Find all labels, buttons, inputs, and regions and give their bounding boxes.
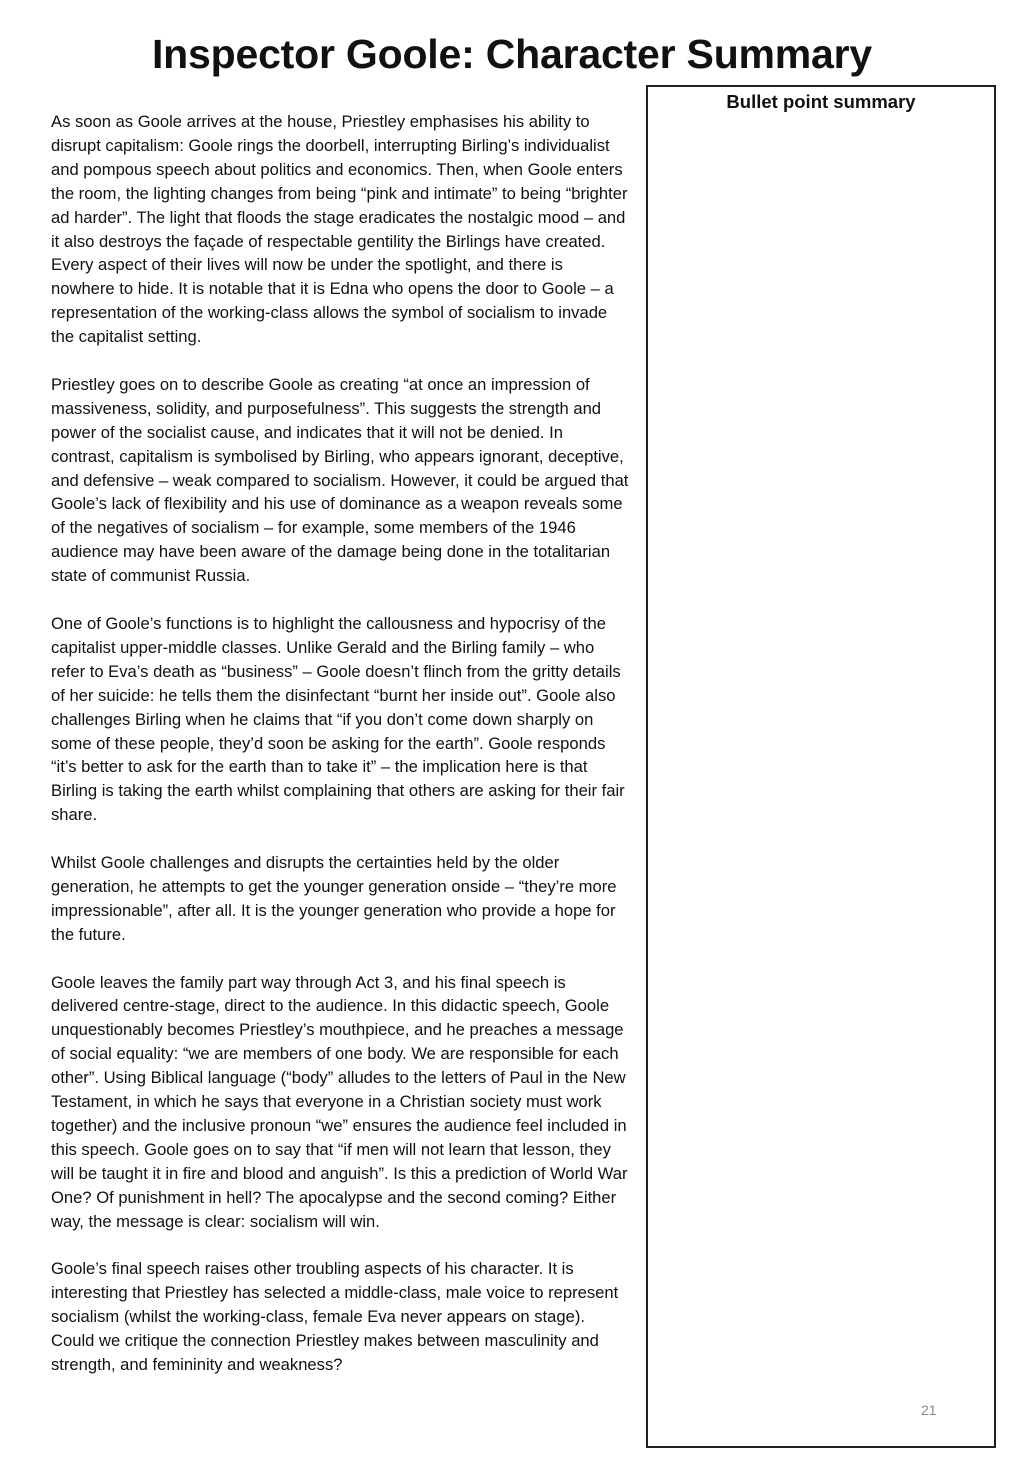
summary-writing-area[interactable] — [658, 123, 984, 1436]
paragraph-younger-generation: Whilst Goole challenges and disrupts the certainties held by the older generation, he attempts to get the younger generation onside – “they’re more impressionable”, after all. It is the younger generation who provide a hope for the future. — [51, 853, 617, 944]
summary-box-heading: Bullet point summary — [726, 91, 916, 112]
page-title: Inspector Goole: Character Summary — [151, 31, 873, 77]
paragraph-description: Priestley goes on to describe Goole as creating “at once an impression of massiveness, solidity, and purposefulness”. This suggests the strength and power of the socialist cause, and indicates that it will not be denied. In contrast, capitalism is symbolised by Birling, who appears ignorant, deceptive, and defensive – weak compared to socialism. However, it could be argued that Goole’s lack of flexibility and his use of dominance as a weapon reveals some of the negatives of socialism – for example, some members of the 1946 audience may have been aware of the damage being done in the totalitarian state of communist Russia. — [51, 374, 629, 586]
paragraph-arrival: As soon as Goole arrives at the house, Priestley emphasises his ability to disrupt capitalism: Goole rings the doorbell, interrupting Birling’s individualist and pompous speech about politics and economics. Then, when Goole enters the room, the lighting changes from being “pink and intimate” to being “brighter ad harder”. The light that floods the stage eradicates the nostalgic mood – and it also destroys the façade of respectable gentility the Birlings have created. Every aspect of their lives will now be under the spotlight, and there is nowhere to hide. It is notable that it is Edna who opens the door to Goole – a representation of the working-class allows the symbol of socialism to invade the capitalist setting. — [51, 112, 628, 347]
paragraph-troubling-aspects: Goole’s final speech raises other troubling aspects of his character. It is interesting that Priestley has selected a middle-class, male voice to represent socialism (whilst the working-class, female Eva never appears on stage). Could we critique the connection Priestley makes between masculinity and strength, and femininity and weakness? — [51, 1259, 619, 1375]
paragraph-functions: One of Goole’s functions is to highlight the callousness and hypocrisy of the capitalist upper-middle classes. Unlike Gerald and the Birling family – who refer to Eva’s death as “business” – Goole doesn’t flinch from the gritty details of her suicide: he tells them the disinfectant “burnt her inside out”. Goole also challenges Birling when he claims that “if you don’t come down sharply on some of these people, they’d soon be asking for the earth”. Goole responds “it’s better to ask for the earth than to take it” – the implication here is that Birling is taking the earth whilst complaining that others are asking for their fair share. — [51, 614, 625, 825]
paragraph-final-speech: Goole leaves the family part way through Act 3, and his final speech is delivered centre-stage, direct to the audience. In this didactic speech, Goole unquestionably becomes Priestley’s mouthpiece, and he preaches a message of social equality: “we are members of one body. We are responsible for each other”. Using Biblical language (“body” alludes to the letters of Paul in the New Testament, in which he says that everyone in a Christian society must work together) and the inclusive pronoun “we” ensures the audience feel included in this speech. Goole goes on to say that “if men will not learn that lesson, they will be taught it in fire and blood and anguish”. Is this a prediction of World War One? Of punishment in hell? The apocalypse and the second coming? Either way, the message is clear: socialism will win. — [51, 972, 628, 1231]
bullet-point-summary-box — [646, 85, 996, 1448]
character-summary-text — [51, 110, 629, 1401]
page-number: 21 — [921, 1402, 937, 1418]
